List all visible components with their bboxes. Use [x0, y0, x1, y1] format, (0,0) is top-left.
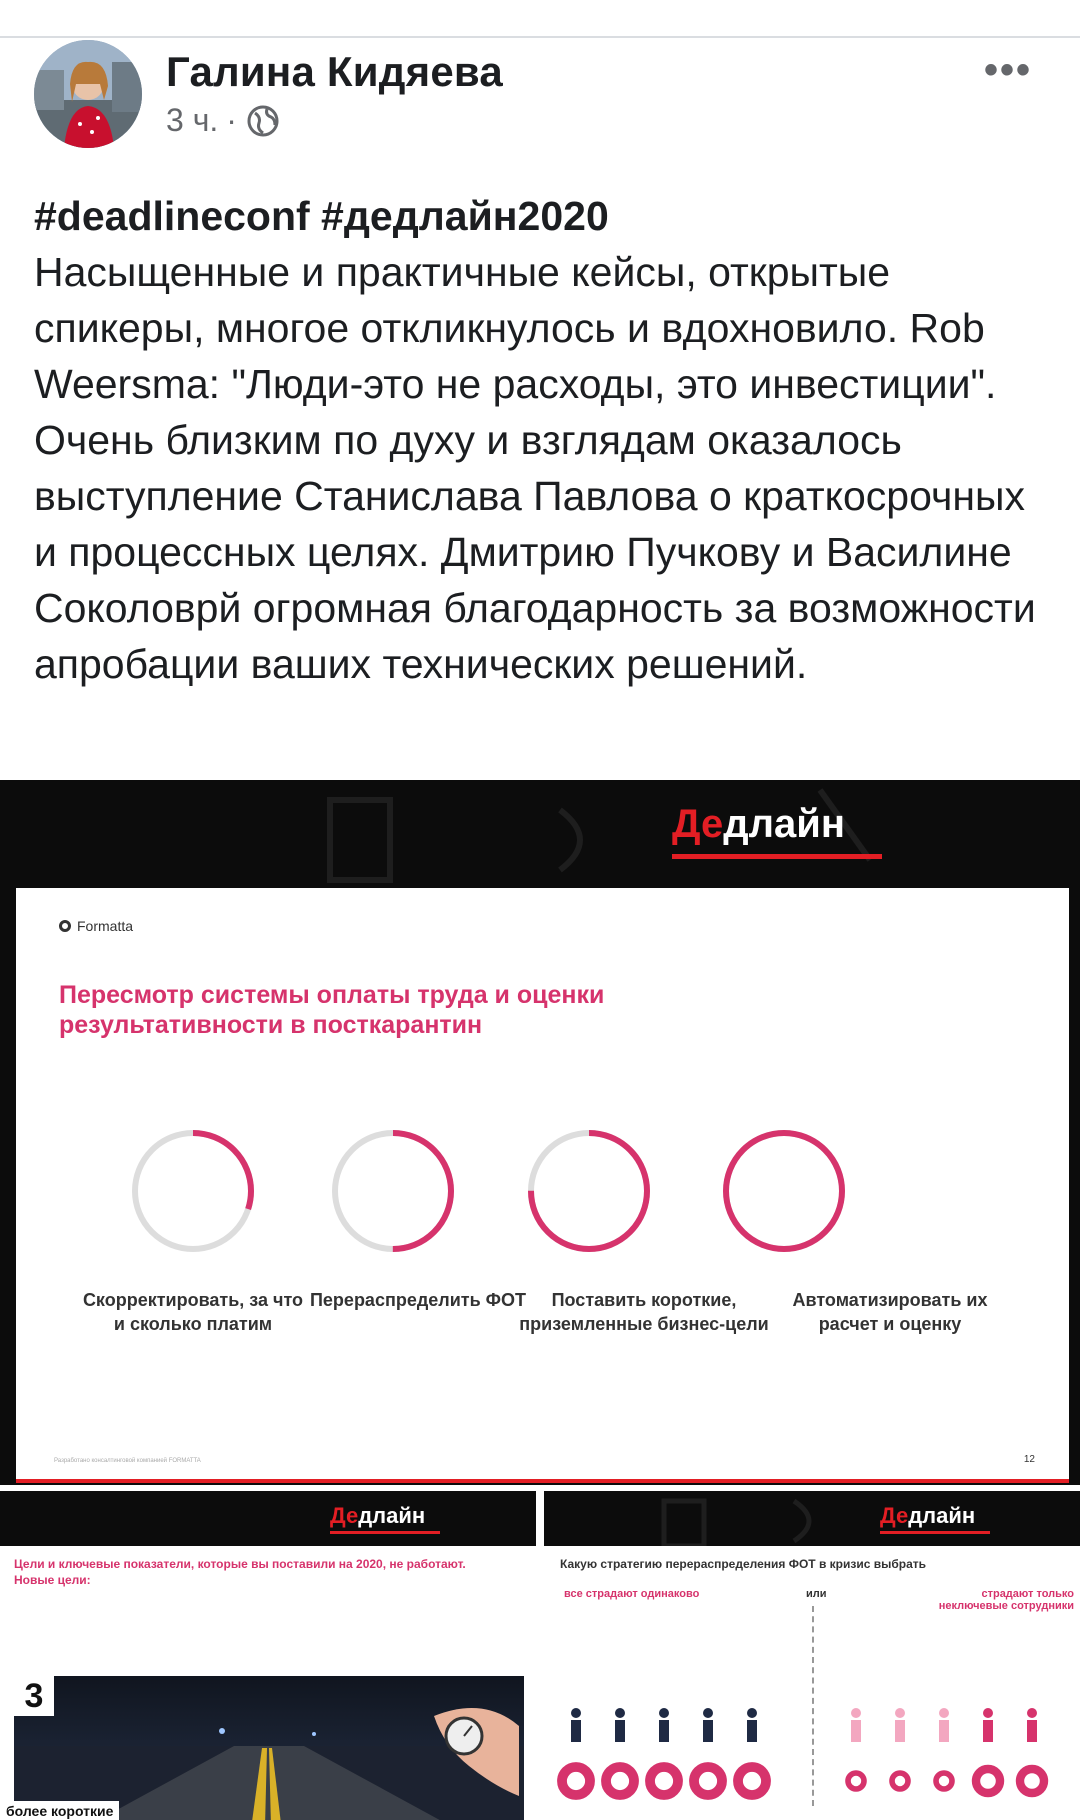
post-header — [0, 38, 1080, 158]
post-image-left[interactable] — [0, 1491, 536, 1820]
donut-icon — [562, 1767, 590, 1795]
formatta-logo-icon — [59, 920, 71, 932]
person-icon — [851, 1708, 861, 1742]
donut-icon — [1020, 1769, 1044, 1793]
logo-white-part: длайн — [358, 1503, 426, 1528]
post-hashtags[interactable]: #deadlineconf #дедлайн2020 — [34, 193, 609, 239]
donut-icon — [892, 1773, 908, 1789]
donut-icon — [976, 1769, 1000, 1793]
caption-2: Перераспределить ФОТ — [309, 1290, 527, 1310]
caption-1: Скорректировать, за что и сколько платим — [82, 1290, 304, 1334]
person-icon — [615, 1708, 625, 1742]
post-image-right[interactable] — [544, 1491, 1080, 1820]
slide-right — [544, 1546, 1080, 1820]
post-image-main[interactable] — [0, 780, 1080, 1485]
logo-red-part: Де — [672, 802, 724, 846]
circle-progress-4 — [726, 1133, 842, 1249]
meta-separator: · — [226, 102, 237, 138]
person-icon — [703, 1708, 713, 1742]
deadline-logo-small — [880, 1503, 975, 1529]
person-icon — [747, 1708, 757, 1742]
road-photo — [14, 1676, 524, 1820]
person-icon — [571, 1708, 581, 1742]
deadline-logo-small — [330, 1503, 425, 1529]
globe-icon — [245, 103, 281, 139]
caption-3: Поставить короткие, приземленные бизнес-цели — [519, 1290, 769, 1334]
formatta-brand — [59, 918, 133, 934]
slide-right-title: Какую стратегию перераспределения ФОТ в кризис выбрать — [560, 1557, 927, 1571]
person-icon — [659, 1708, 669, 1742]
logo-underline — [880, 1531, 990, 1534]
person-icon — [939, 1708, 949, 1742]
logo-red-part: Де — [880, 1503, 909, 1528]
background-pattern — [0, 780, 1080, 890]
person-icon — [895, 1708, 905, 1742]
option-right: страдают только неключевые сотрудники — [938, 1588, 1074, 1612]
slide-left-title: Цели и ключевые показатели, которые вы поставили на 2020, не работают. Новые цели: — [14, 1557, 466, 1587]
post-body: Насыщенные и практичные кейсы, открытые спикеры, многое откликнулось и вдохновило. Rob Weersma: "Люди-это не расходы, это инвестиции". Очень близким по духу и взглядам оказалось выступление Станислава Павлова о краткосрочных и процессных целях. Дмитрию Пучкову и Василине Соколоврй огромная благодарность за возможности апробации ваших технических решений. — [34, 249, 1036, 687]
option-or: или — [806, 1588, 827, 1600]
avatar[interactable] — [34, 40, 142, 148]
donut-icon — [606, 1767, 634, 1795]
slide-page-number: 12 — [1023, 1454, 1035, 1465]
logo-white-part: длайн — [723, 802, 846, 846]
donut-icon — [848, 1773, 864, 1789]
donut-icon — [650, 1767, 678, 1795]
option-left: все страдают одинаково — [564, 1588, 700, 1600]
post-text — [34, 188, 1054, 692]
post-time[interactable]: 3 ч. — [166, 102, 219, 138]
person-icon — [1027, 1708, 1037, 1742]
goal-label: более короткие — [0, 1801, 119, 1820]
progress-circles — [16, 1116, 1069, 1266]
formatta-label: Formatta — [77, 918, 134, 934]
donut-icon — [936, 1773, 952, 1789]
logo-red-part: Де — [330, 1503, 359, 1528]
post-author[interactable]: Галина Кидяева — [166, 48, 503, 95]
more-options-icon[interactable]: ••• — [983, 48, 1032, 92]
deadline-logo — [672, 802, 845, 847]
goal-number: 3 — [14, 1676, 54, 1716]
logo-underline — [672, 854, 882, 859]
donut-icon — [694, 1767, 722, 1795]
slide-left — [0, 1546, 536, 1820]
people-diagram — [544, 1701, 1080, 1820]
donut-icon — [738, 1767, 766, 1795]
background-pattern — [544, 1491, 1080, 1546]
logo-underline — [330, 1531, 440, 1534]
slide-footer: Разработано консалтинговой компанией FORMATTA — [54, 1458, 201, 1464]
slide-main — [16, 888, 1069, 1483]
slide-title: Пересмотр системы оплаты труда и оценки результативности в посткарантин — [59, 981, 605, 1039]
person-icon — [983, 1708, 993, 1742]
post-meta — [166, 102, 281, 139]
logo-white-part: длайн — [908, 1503, 976, 1528]
caption-4: Автоматизировать их расчет и оценку — [792, 1290, 988, 1334]
